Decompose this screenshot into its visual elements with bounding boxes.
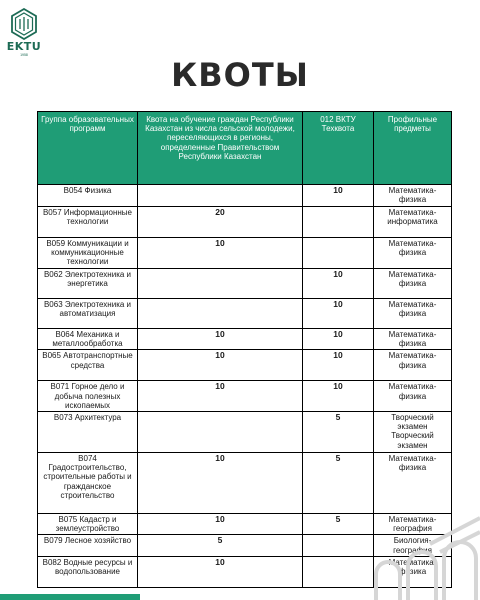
tech-quota-cell: 5	[303, 514, 374, 535]
program-cell: B059 Коммуникации и коммуникационные технологии	[38, 238, 138, 269]
header-profile-subjects: Профильные предметы	[374, 112, 452, 185]
subjects-cell: Математика-информатика	[374, 207, 452, 238]
rural-quota-cell: 10	[138, 350, 303, 381]
rural-quota-cell: 10	[138, 238, 303, 269]
program-cell: B062 Электротехника и энергетика	[38, 269, 138, 299]
header-tech-quota: 012 ВКТУ Техквота	[303, 112, 374, 185]
subjects-cell: Математика-физика	[374, 556, 452, 587]
program-cell: B074 Градостроительство, строительные работы и гражданское строительство	[38, 453, 138, 514]
table-row	[38, 269, 452, 299]
program-cell: B075 Кадастр и землеустройство	[38, 514, 138, 535]
program-cell: B071 Горное дело и добыча полезных ископаемых	[38, 381, 138, 412]
subjects-cell: Творческий экзамен Творческий экзамен	[374, 412, 452, 453]
tech-quota-cell: 10	[303, 185, 374, 207]
program-cell: B065 Автотранспортные средства	[38, 350, 138, 381]
rural-quota-cell: 5	[138, 535, 303, 556]
program-cell: B082 Водные ресурсы и водопользование	[38, 556, 138, 587]
subjects-cell: Биология-география	[374, 535, 452, 556]
rural-quota-cell: 20	[138, 207, 303, 238]
rural-quota-cell	[138, 299, 303, 329]
tech-quota-cell	[303, 207, 374, 238]
table-row	[38, 299, 452, 329]
header-program-group: Группа образовательных программ	[38, 112, 138, 185]
logo-year: 1958	[20, 53, 28, 57]
subjects-cell: Математика-физика	[374, 381, 452, 412]
rural-quota-cell: 10	[138, 514, 303, 535]
rural-quota-cell: 10	[138, 453, 303, 514]
table-header-row	[38, 112, 452, 185]
program-cell: B073 Архитектура	[38, 412, 138, 453]
program-cell: B063 Электротехника и автоматизация	[38, 299, 138, 329]
ektu-logo	[6, 8, 42, 57]
header-rural-quota: Квота на обучение граждан Республики Казахстан из числа сельской молодежи, переселяющихся в регионы, определенные Правительством Республики Казахстан	[138, 112, 303, 185]
subjects-cell: Математика-физика	[374, 238, 452, 269]
subjects-cell: Математика-физика	[374, 269, 452, 299]
subjects-cell: Математика-физика	[374, 350, 452, 381]
table-row	[38, 238, 452, 269]
table-row	[38, 381, 452, 412]
program-cell: B064 Механика и металлообработка	[38, 329, 138, 350]
table-row	[38, 329, 452, 350]
rural-quota-cell: 10	[138, 556, 303, 587]
decorative-pattern-icon	[370, 504, 480, 600]
table-row	[38, 207, 452, 238]
tech-quota-cell: 5	[303, 412, 374, 453]
tech-quota-cell: 10	[303, 269, 374, 299]
program-cell: B054 Физика	[38, 185, 138, 207]
subjects-cell: Математика-физика	[374, 329, 452, 350]
rural-quota-cell: 10	[138, 329, 303, 350]
logo-text: EKTU	[6, 40, 42, 53]
tech-quota-cell: 10	[303, 299, 374, 329]
tech-quota-cell	[303, 556, 374, 587]
subjects-cell: Математика-география	[374, 514, 452, 535]
university-emblem-icon	[10, 8, 38, 40]
program-cell: B079 Лесное хозяйство	[38, 535, 138, 556]
footer-accent-bar	[0, 594, 140, 600]
subjects-cell: Математика-физика	[374, 299, 452, 329]
subjects-cell: Математика-физика	[374, 185, 452, 207]
tech-quota-cell	[303, 535, 374, 556]
rural-quota-cell	[138, 269, 303, 299]
table-row	[38, 350, 452, 381]
tech-quota-cell: 10	[303, 381, 374, 412]
tech-quota-cell	[303, 238, 374, 269]
table-row	[38, 185, 452, 207]
tech-quota-cell: 10	[303, 350, 374, 381]
rural-quota-cell	[138, 412, 303, 453]
program-cell: B057 Информационные технологии	[38, 207, 138, 238]
page-title: КВОТЫ	[171, 56, 309, 94]
subjects-cell: Математика-физика	[374, 453, 452, 514]
tech-quota-cell: 10	[303, 329, 374, 350]
rural-quota-cell	[138, 185, 303, 207]
tech-quota-cell: 5	[303, 453, 374, 514]
rural-quota-cell: 10	[138, 381, 303, 412]
table-row	[38, 412, 452, 453]
